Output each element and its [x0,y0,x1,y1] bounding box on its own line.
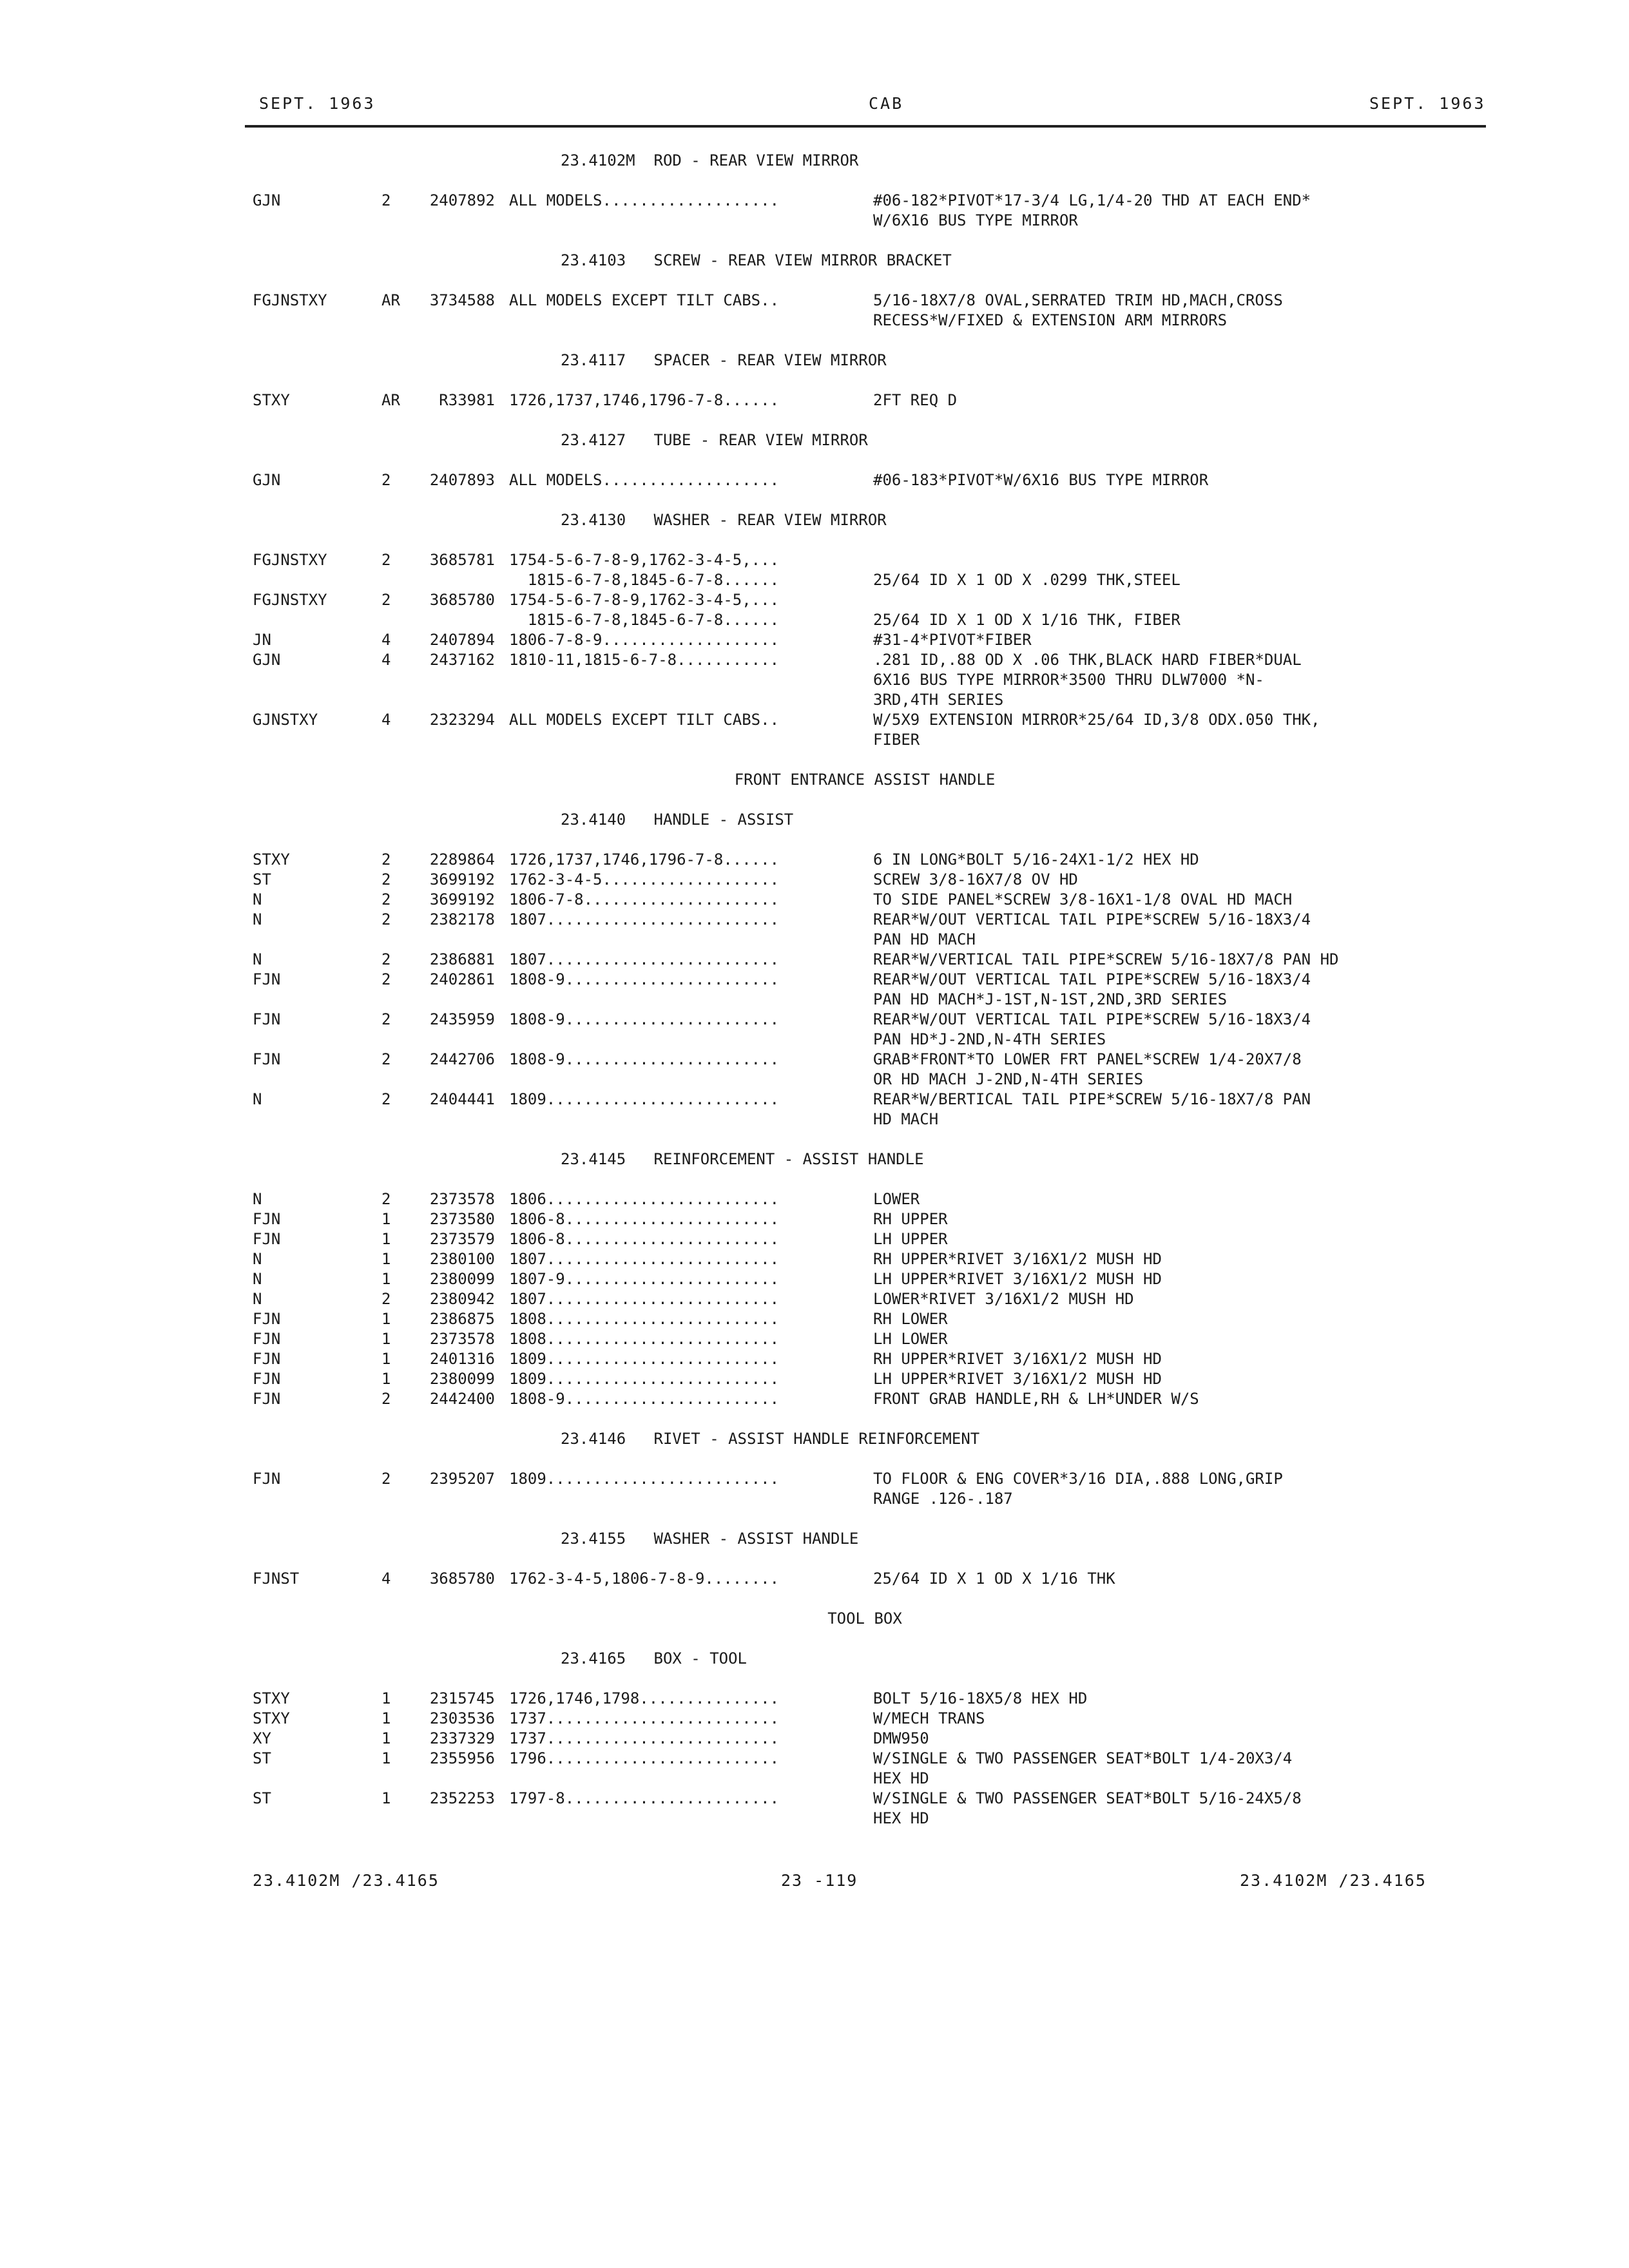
quantity: 2 [381,551,391,569]
part-number: 2355956 [429,1749,495,1767]
spacer [253,410,1477,430]
description: W/6X16 BUS TYPE MIRROR [873,211,1078,229]
quantity: 1 [381,1230,391,1248]
quantity: 2 [381,1010,391,1028]
model-code: FJN [253,1330,281,1348]
application: 1807......................... [509,950,780,968]
section-heading [253,1149,1477,1169]
part-row [253,1769,1477,1789]
quantity: 1 [381,1709,391,1727]
quantity: 1 [381,1729,391,1747]
description: BOLT 5/16-18X5/8 HEX HD [873,1689,1088,1707]
quantity: 1 [381,1749,391,1767]
application: 1806-7-8-9................... [509,631,780,649]
model-code: ST [253,1789,271,1807]
quantity: 2 [381,1470,391,1488]
part-row [253,630,1477,650]
model-code: GJN [253,651,281,669]
quantity: 2 [381,1050,391,1068]
part-row [253,1329,1477,1349]
part-row [253,970,1477,990]
part-number: 2373579 [429,1230,495,1248]
header-section-title: CAB [869,94,904,113]
quantity: 4 [381,711,391,729]
model-code: STXY [253,391,290,409]
part-row [253,390,1477,410]
description: W/SINGLE & TWO PASSENGER SEAT*BOLT 1/4-20X3/4 [873,1749,1293,1767]
spacer [253,171,1477,191]
application: 1737......................... [509,1729,780,1747]
model-code: XY [253,1729,271,1747]
model-code: N [253,950,262,968]
quantity: 2 [381,471,391,489]
model-code: JN [253,631,271,649]
spacer [253,530,1477,550]
spacer [253,1169,1477,1189]
description: REAR*W/OUT VERTICAL TAIL PIPE*SCREW 5/16-18X3/4 [873,910,1311,928]
part-number: 2373578 [429,1190,495,1208]
part-row [253,1289,1477,1309]
quantity: 2 [381,1190,391,1208]
part-row [253,1469,1477,1489]
part-number: 2337329 [429,1729,495,1747]
description: PAN HD*J-2ND,N-4TH SERIES [873,1030,1106,1048]
section-heading [253,251,1477,271]
description: RH UPPER*RIVET 3/16X1/2 MUSH HD [873,1250,1162,1268]
header-date-right: SEPT. 1963 [1369,94,1486,113]
part-number: 2404441 [429,1090,495,1108]
part-number: 3734588 [429,291,495,309]
part-number: 2402861 [429,970,495,988]
part-row [253,710,1477,730]
description: HEX HD [873,1809,929,1827]
part-number: 2442400 [429,1390,495,1408]
description: LH UPPER [873,1230,948,1248]
description: 25/64 ID X 1 OD X .0299 THK,STEEL [873,571,1181,589]
model-code: FJN [253,1230,281,1248]
spacer [253,1129,1477,1149]
application: ALL MODELS EXCEPT TILT CABS.. [509,291,780,309]
quantity: 2 [381,950,391,968]
part-row [253,1209,1477,1229]
application: ALL MODELS................... [509,471,780,489]
footer-range-left: 23.4102M /23.4165 [253,1871,439,1890]
part-number: 2303536 [429,1709,495,1727]
part-row [253,1729,1477,1749]
parts-listing [253,151,1477,1829]
application: ALL MODELS................... [509,191,780,209]
description: 6X16 BUS TYPE MIRROR*3500 THRU DLW7000 *N- [873,671,1264,689]
part-number: 3699192 [429,890,495,908]
part-number: 3685780 [429,1570,495,1588]
description: DMW950 [873,1729,929,1747]
application: 1809......................... [509,1370,780,1388]
part-row [253,1090,1477,1110]
model-code: GJNSTXY [253,711,318,729]
header-date-left: SEPT. 1963 [259,94,376,113]
spacer [253,450,1477,470]
part-number: 2442706 [429,1050,495,1068]
spacer [253,750,1477,770]
application: 1815-6-7-8,1845-6-7-8...... [509,571,780,589]
model-code: ST [253,870,271,889]
part-number: 2289864 [429,850,495,869]
section-heading-text: 23.4145 REINFORCEMENT - ASSIST HANDLE [561,1150,924,1168]
part-row [253,470,1477,490]
description: FIBER [873,731,920,749]
part-number: 2380099 [429,1270,495,1288]
part-number: 2386881 [429,950,495,968]
description: REAR*W/OUT VERTICAL TAIL PIPE*SCREW 5/16-18X3/4 [873,1010,1311,1028]
application: 1815-6-7-8,1845-6-7-8...... [509,611,780,629]
description: REAR*W/OUT VERTICAL TAIL PIPE*SCREW 5/16-18X3/4 [873,970,1311,988]
spacer [253,331,1477,351]
quantity: 2 [381,970,391,988]
description: RANGE .126-.187 [873,1490,1013,1508]
spacer [253,271,1477,291]
footer-page-number: 23 -119 [781,1871,858,1890]
model-code: N [253,1270,262,1288]
part-row [253,1189,1477,1209]
part-row [253,730,1477,750]
description: REAR*W/BERTICAL TAIL PIPE*SCREW 5/16-18X7/8 PAN [873,1090,1311,1108]
model-code: FJN [253,1010,281,1028]
spacer [253,490,1477,510]
application: 1809......................... [509,1350,780,1368]
description: 5/16-18X7/8 OVAL,SERRATED TRIM HD,MACH,CROSS [873,291,1283,309]
application: 1807-9....................... [509,1270,780,1288]
part-row [253,1489,1477,1509]
model-code: N [253,1090,262,1108]
part-row [253,690,1477,710]
part-number: 2380099 [429,1370,495,1388]
quantity: 1 [381,1250,391,1268]
application: 1754-5-6-7-8-9,1762-3-4-5,... [509,591,780,609]
quantity: 2 [381,1390,391,1408]
part-row [253,1749,1477,1769]
description: RH UPPER [873,1210,948,1228]
quantity: 1 [381,1330,391,1348]
model-code: FJN [253,1350,281,1368]
description: #06-183*PIVOT*W/6X16 BUS TYPE MIRROR [873,471,1209,489]
description: 6 IN LONG*BOLT 5/16-24X1-1/2 HEX HD [873,850,1199,869]
model-code: FJN [253,970,281,988]
application: 1807......................... [509,1290,780,1308]
part-row [253,1569,1477,1589]
part-row [253,1110,1477,1129]
quantity: 4 [381,651,391,669]
part-row [253,191,1477,211]
part-row [253,650,1477,670]
description: OR HD MACH J-2ND,N-4TH SERIES [873,1070,1144,1088]
description: 25/64 ID X 1 OD X 1/16 THK [873,1570,1115,1588]
description: LH UPPER*RIVET 3/16X1/2 MUSH HD [873,1270,1162,1288]
quantity: 2 [381,591,391,609]
quantity: 2 [381,870,391,889]
spacer [253,1549,1477,1569]
part-row [253,1030,1477,1050]
application: 1797-8....................... [509,1789,780,1807]
part-row [253,1789,1477,1809]
part-row [253,311,1477,331]
model-code: N [253,890,262,908]
description: LH UPPER*RIVET 3/16X1/2 MUSH HD [873,1370,1162,1388]
part-row [253,930,1477,950]
part-row [253,1309,1477,1329]
part-row [253,990,1477,1010]
part-number: 2382178 [429,910,495,928]
model-code: GJN [253,471,281,489]
description: 2FT REQ D [873,391,958,409]
section-heading [253,1649,1477,1669]
description: #31-4*PIVOT*FIBER [873,631,1032,649]
application: 1806-8....................... [509,1210,780,1228]
model-code: N [253,910,262,928]
application: 1810-11,1815-6-7-8........... [509,651,780,669]
part-row [253,1010,1477,1030]
part-row [253,1229,1477,1249]
description: W/5X9 EXTENSION MIRROR*25/64 ID,3/8 ODX.050 THK, [873,711,1320,729]
description: LOWER*RIVET 3/16X1/2 MUSH HD [873,1290,1134,1308]
part-row [253,610,1477,630]
description: RH UPPER*RIVET 3/16X1/2 MUSH HD [873,1350,1162,1368]
part-number: 2407892 [429,191,495,209]
part-row [253,1809,1477,1829]
part-number: 2401316 [429,1350,495,1368]
description: RH LOWER [873,1310,948,1328]
model-code: FJN [253,1370,281,1388]
quantity: 1 [381,1270,391,1288]
description: 3RD,4TH SERIES [873,691,1004,709]
application: 1807......................... [509,910,780,928]
spacer [253,370,1477,390]
spacer [253,1589,1477,1609]
application: 1808-9....................... [509,1390,780,1408]
section-heading-text: 23.4127 TUBE - REAR VIEW MIRROR [561,431,868,449]
application: 1809......................... [509,1090,780,1108]
part-row [253,1689,1477,1709]
footer-range-right: 23.4102M /23.4165 [1240,1871,1427,1890]
part-row [253,1349,1477,1369]
part-number: 2386875 [429,1310,495,1328]
model-code: FGJNSTXY [253,291,327,309]
section-heading-text: 23.4117 SPACER - REAR VIEW MIRROR [561,351,887,369]
part-number: 2373578 [429,1330,495,1348]
model-code: STXY [253,850,290,869]
part-number: 3685781 [429,551,495,569]
part-row [253,1070,1477,1090]
model-code: N [253,1290,262,1308]
spacer [253,1449,1477,1469]
quantity: 2 [381,191,391,209]
part-row [253,1249,1477,1269]
description: LH LOWER [873,1330,948,1348]
spacer [253,1629,1477,1649]
part-row [253,1269,1477,1289]
spacer [253,830,1477,850]
spacer [253,1509,1477,1529]
description: PAN HD MACH [873,930,976,948]
section-heading-text: 23.4165 BOX - TOOL [561,1649,747,1667]
description: SCREW 3/8-16X7/8 OV HD [873,870,1078,889]
description: TO SIDE PANEL*SCREW 3/8-16X1-1/8 OVAL HD MACH [873,890,1293,908]
quantity: 2 [381,910,391,928]
application: 1807......................... [509,1250,780,1268]
part-row [253,590,1477,610]
description: HD MACH [873,1110,939,1128]
part-number: 2373580 [429,1210,495,1228]
model-code: GJN [253,191,281,209]
application: 1808-9....................... [509,1010,780,1028]
description: LOWER [873,1190,920,1208]
model-code: FJN [253,1470,281,1488]
section-heading-text: 23.4146 RIVET - ASSIST HANDLE REINFORCEMENT [561,1430,980,1448]
description: W/MECH TRANS [873,1709,985,1727]
part-number: 2437162 [429,651,495,669]
group-heading [253,1609,1477,1629]
section-heading-text: 23.4130 WASHER - REAR VIEW MIRROR [561,511,887,529]
group-heading-text: TOOL BOX [827,1610,902,1628]
part-number: 2435959 [429,1010,495,1028]
part-number: R33981 [439,391,495,409]
quantity: 1 [381,1789,391,1807]
quantity: 1 [381,1210,391,1228]
part-row [253,850,1477,870]
part-row [253,890,1477,910]
section-heading [253,430,1477,450]
description: FRONT GRAB HANDLE,RH & LH*UNDER W/S [873,1390,1199,1408]
application: 1754-5-6-7-8-9,1762-3-4-5,... [509,551,780,569]
part-row [253,1709,1477,1729]
part-number: 2407893 [429,471,495,489]
part-row [253,670,1477,690]
part-number: 2315745 [429,1689,495,1707]
application: 1796......................... [509,1749,780,1767]
description: #06-182*PIVOT*17-3/4 LG,1/4-20 THD AT EACH END* [873,191,1311,209]
group-heading-text: FRONT ENTRANCE ASSIST HANDLE [734,771,996,789]
description: REAR*W/VERTICAL TAIL PIPE*SCREW 5/16-18X7/8 PAN HD [873,950,1339,968]
section-heading [253,351,1477,370]
quantity: 2 [381,1090,391,1108]
description: TO FLOOR & ENG COVER*3/16 DIA,.888 LONG,GRIP [873,1470,1283,1488]
description: PAN HD MACH*J-1ST,N-1ST,2ND,3RD SERIES [873,990,1228,1008]
part-number: 2352253 [429,1789,495,1807]
application: 1808......................... [509,1330,780,1348]
section-heading [253,151,1477,171]
part-number: 3685780 [429,591,495,609]
description: GRAB*FRONT*TO LOWER FRT PANEL*SCREW 1/4-20X7/8 [873,1050,1302,1068]
part-row [253,950,1477,970]
section-heading-text: 23.4102M ROD - REAR VIEW MIRROR [561,151,859,169]
part-number: 2395207 [429,1470,495,1488]
application: 1762-3-4-5,1806-7-8-9........ [509,1570,780,1588]
quantity: 4 [381,1570,391,1588]
model-code: N [253,1190,262,1208]
part-number: 2323294 [429,711,495,729]
group-heading [253,770,1477,790]
model-code: STXY [253,1709,290,1727]
application: 1809......................... [509,1470,780,1488]
model-code: STXY [253,1689,290,1707]
part-row [253,1389,1477,1409]
part-number: 3699192 [429,870,495,889]
section-heading [253,510,1477,530]
application: ALL MODELS EXCEPT TILT CABS.. [509,711,780,729]
application: 1806-8....................... [509,1230,780,1248]
section-heading [253,1429,1477,1449]
application: 1737......................... [509,1709,780,1727]
quantity: 1 [381,1370,391,1388]
part-row [253,550,1477,570]
application: 1808......................... [509,1310,780,1328]
section-heading-text: 23.4140 HANDLE - ASSIST [561,811,794,829]
application: 1726,1737,1746,1796-7-8...... [509,391,780,409]
quantity: AR [381,391,400,409]
header-rule [245,125,1486,128]
description: .281 ID,.88 OD X .06 THK,BLACK HARD FIBER*DUAL [873,651,1302,669]
quantity: 1 [381,1689,391,1707]
part-number: 2380100 [429,1250,495,1268]
application: 1808-9....................... [509,970,780,988]
quantity: 1 [381,1310,391,1328]
quantity: 1 [381,1350,391,1368]
description: W/SINGLE & TWO PASSENGER SEAT*BOLT 5/16-24X5/8 [873,1789,1302,1807]
part-row [253,910,1477,930]
quantity: 2 [381,850,391,869]
quantity: 2 [381,1290,391,1308]
model-code: FGJNSTXY [253,551,327,569]
model-code: FJN [253,1050,281,1068]
application: 1762-3-4-5................... [509,870,780,889]
part-row [253,570,1477,590]
application: 1806......................... [509,1190,780,1208]
application: 1806-7-8..................... [509,890,780,908]
part-row [253,870,1477,890]
model-code: N [253,1250,262,1268]
model-code: FGJNSTXY [253,591,327,609]
section-heading [253,810,1477,830]
part-number: 2407894 [429,631,495,649]
description: RECESS*W/FIXED & EXTENSION ARM MIRRORS [873,311,1228,329]
application: 1808-9....................... [509,1050,780,1068]
spacer [253,1409,1477,1429]
spacer [253,231,1477,251]
model-code: FJN [253,1310,281,1328]
application: 1726,1737,1746,1796-7-8...... [509,850,780,869]
quantity: AR [381,291,400,309]
application: 1726,1746,1798............... [509,1689,780,1707]
section-heading-text: 23.4103 SCREW - REAR VIEW MIRROR BRACKET [561,251,952,269]
part-row [253,1050,1477,1070]
model-code: FJN [253,1390,281,1408]
section-heading [253,1529,1477,1549]
model-code: FJNST [253,1570,300,1588]
part-number: 2380942 [429,1290,495,1308]
quantity: 4 [381,631,391,649]
description: 25/64 ID X 1 OD X 1/16 THK, FIBER [873,611,1181,629]
section-heading-text: 23.4155 WASHER - ASSIST HANDLE [561,1530,859,1548]
model-code: ST [253,1749,271,1767]
part-row [253,291,1477,311]
quantity: 2 [381,890,391,908]
spacer [253,790,1477,810]
part-row [253,211,1477,231]
model-code: FJN [253,1210,281,1228]
spacer [253,1669,1477,1689]
description: HEX HD [873,1769,929,1787]
part-row [253,1369,1477,1389]
